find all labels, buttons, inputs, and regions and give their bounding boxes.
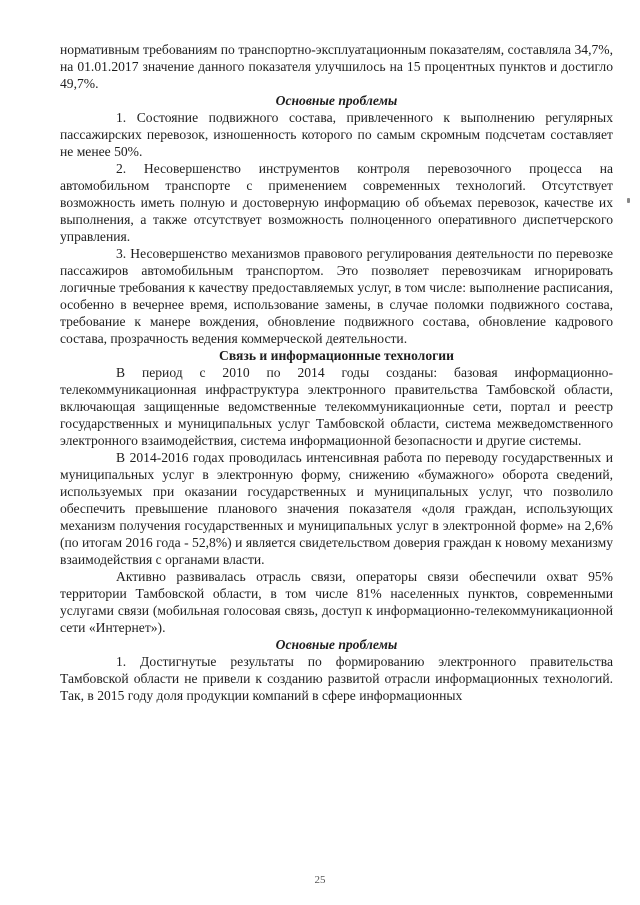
list-item: 1. Состояние подвижного состава, привлеченного к выполнению регулярных пассажирских перевозок, изношенность которого по самым скромным подсчетам составляет не менее 50%.: [60, 110, 613, 159]
section-heading-communications: Связь и информационные технологии: [219, 348, 454, 363]
body-text: [60, 41, 613, 704]
section-heading-main-problems: Основные проблемы: [275, 93, 398, 108]
scan-margin-mark: [627, 198, 630, 203]
section-heading-main-problems-2: Основные проблемы: [275, 637, 398, 652]
body-paragraph: В 2014-2016 годах проводилась интенсивная работа по переводу государственных и муниципальных услуг в электронную форму, снижению «бумажного» оборота сведений, используемых при оказании государственных и муниципальных услуг, что позволило обеспечить превышение планового значения показателя «доля граждан, использующих механизм получения государственных и муниципальных услуг в электронной форме» на 2,6% (по итогам 2016 года - 52,8%) и является свидетельством доверия граждан к новому механизму взаимодействия с органами власти.: [60, 450, 613, 567]
continuation-paragraph: нормативным требованиям по транспортно-эксплуатационным показателям, составляла 34,7%, на 01.01.2017 значение данного показателя улучшилось на 15 процентных пунктов и достигло 49,7%.: [60, 42, 613, 91]
list-item: 1. Достигнутые результаты по формированию электронного правительства Тамбовской области не привели к созданию развитой отрасли информационных технологий. Так, в 2015 году доля продукции компаний в сфере информационных: [60, 654, 613, 703]
body-paragraph: Активно развивалась отрасль связи, операторы связи обеспечили охват 95% территории Тамбовской области, в том числе 81% населенных пунктов, современными услугами связи (мобильная голосовая связь, доступ к информационно-телекоммуникационной сети «Интернет»).: [60, 569, 613, 635]
list-item: 2. Несовершенство инструментов контроля перевозочного процесса на автомобильном транспорте с применением современных технологий. Отсутствует возможность иметь полную и достоверную информацию об объемах перевозок, качестве их выполнения, а также отсутствует возможность полноценного оперативного диспетчерского управления.: [60, 161, 613, 244]
page-number: 25: [314, 874, 326, 886]
list-item: 3. Несовершенство механизмов правового регулирования деятельности по перевозке пассажиров автомобильным транспортом. Это позволяет перевозчикам игнорировать логичные требования к качеству предоставляемых услуг, в том числе: выполнение расписания, особенно в вечернее время, использование замены, в случае поломки подвижного состава, требование к манере вождения, обновление подвижного состава, обновление кадрового состава, прозрачность ведения коммерческой деятельности.: [60, 246, 613, 346]
body-paragraph: В период с 2010 по 2014 годы созданы: базовая информационно-телекоммуникационная инфраструктура электронного правительства Тамбовской области, включающая защищенные ведомственные телекоммуникационные сети, портал и реестр государственных и муниципальных услуг Тамбовской области, система межведомственного электронного взаимодействия, система информационной безопасности и другие системы.: [60, 365, 613, 448]
